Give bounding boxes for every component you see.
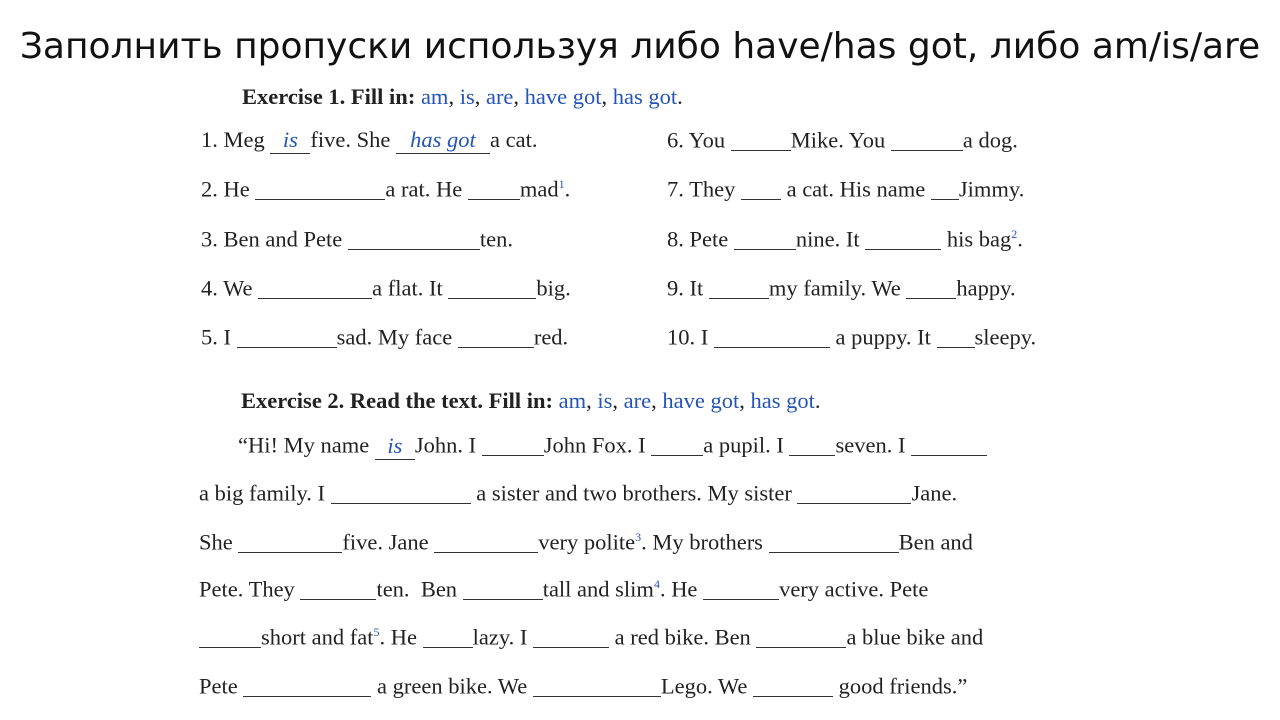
answer-blank[interactable] (238, 529, 342, 553)
footnote-mark: 2 (1011, 227, 1018, 241)
answer-blank[interactable] (709, 275, 769, 299)
answer-blank[interactable] (331, 480, 471, 504)
answer-blank[interactable] (448, 275, 536, 299)
answer-blank[interactable] (423, 624, 473, 648)
answer-blank[interactable] (769, 529, 899, 553)
answer-blank[interactable] (375, 433, 415, 460)
answer-blank[interactable] (714, 324, 830, 348)
ex1-sentence-4: 4. We a flat. It big. (201, 275, 571, 301)
ex1-sentence-7: 7. They a cat. His name Jimmy. (667, 176, 1025, 202)
word-bank-item: is (459, 84, 475, 109)
answer-blank[interactable] (348, 226, 480, 250)
exercise-2-title: Exercise 2. Read the text. Fill in: (241, 388, 554, 413)
answer-blank[interactable] (865, 226, 941, 250)
slide-title: Заполнить пропуски используя либо have/has got, либо am/is/are (19, 26, 1261, 67)
answer-blank[interactable] (731, 127, 791, 151)
ex2-line-3: She five. Jane very polite$^3$. My brothers Ben and (199, 529, 973, 555)
answer-blank[interactable] (300, 576, 376, 600)
word-bank-item: has got (750, 388, 815, 413)
answer-blank[interactable] (434, 529, 538, 553)
ex1-sentence-10: 10. I a puppy. It sleepy. (667, 324, 1037, 350)
answer-blank[interactable] (906, 275, 956, 299)
word-bank-item: are (623, 388, 652, 413)
answer-blank[interactable] (911, 432, 987, 456)
answer-blank[interactable] (243, 673, 371, 697)
word-bank-item: have got (524, 84, 602, 109)
ex1-sentence-3: 3. Ben and Pete ten. (201, 226, 513, 252)
sample-answer: is (387, 432, 403, 458)
word-bank-item: am (558, 388, 587, 413)
word-bank-item: are (485, 84, 514, 109)
footnote-mark: 1 (558, 177, 565, 191)
ex1-sentence-9: 9. It my family. We happy. (667, 275, 1016, 301)
word-bank-item: have got (662, 388, 740, 413)
answer-blank[interactable] (797, 480, 911, 504)
answer-blank[interactable] (255, 176, 385, 200)
word-bank-item: am (420, 84, 449, 109)
ex1-sentence-1: 1. Meg is five. She has got a cat. (201, 127, 538, 152)
answer-blank[interactable] (199, 624, 261, 648)
answer-blank[interactable] (533, 624, 609, 648)
answer-blank[interactable] (937, 324, 975, 348)
footnote-mark: 5 (373, 625, 380, 639)
answer-blank[interactable] (270, 127, 310, 154)
ex1-sentence-2: 2. He a rat. He mad$^1$. (201, 176, 571, 202)
answer-blank[interactable] (533, 673, 661, 697)
answer-blank[interactable] (258, 275, 372, 299)
answer-blank[interactable] (753, 673, 833, 697)
answer-blank[interactable] (741, 176, 781, 200)
sample-answer: has got (410, 127, 476, 152)
answer-blank[interactable] (931, 176, 959, 200)
ex1-sentence-8: 8. Pete nine. It his bag$^2$. (667, 226, 1023, 252)
answer-blank[interactable] (734, 226, 796, 250)
exercise-1-title: Exercise 1. Fill in: (242, 84, 416, 109)
answer-blank[interactable] (891, 127, 963, 151)
sample-answer: is (282, 127, 298, 152)
ex2-line-1: “Hi! My name is John. I John Fox. I a pupil. I seven. I (238, 432, 987, 460)
answer-blank[interactable] (463, 576, 543, 600)
word-bank-item: has got (612, 84, 678, 109)
footnote-mark: 4 (653, 577, 660, 591)
answer-blank[interactable] (468, 176, 520, 200)
ex1-sentence-5: 5. I sad. My face red. (201, 324, 569, 350)
exercise-1-heading: Exercise 1. Fill in: am, is, are, have got, has got. (242, 84, 683, 109)
answer-blank[interactable] (756, 624, 846, 648)
ex2-line-2: a big family. I a sister and two brothers. My sister Jane. (199, 480, 958, 506)
answer-blank[interactable] (396, 127, 490, 154)
answer-blank[interactable] (458, 324, 534, 348)
answer-blank[interactable] (482, 432, 544, 456)
answer-blank[interactable] (789, 432, 835, 456)
answer-blank[interactable] (237, 324, 337, 348)
word-bank-item: is (597, 388, 613, 413)
exercise-2-heading: Exercise 2. Read the text. Fill in: am, is, are, have got, has got. (241, 388, 821, 413)
ex1-sentence-6: 6. You Mike. You a dog. (667, 127, 1018, 153)
answer-blank[interactable] (703, 576, 779, 600)
ex2-line-4: Pete. They ten. Ben tall and slim$^4$. He very active. Pete (199, 576, 929, 602)
answer-blank[interactable] (651, 432, 703, 456)
ex2-line-5: short and fat$^5$. He lazy. I a red bike. Ben a blue bike and (199, 624, 983, 651)
ex2-line-6: Pete a green bike. We Lego. We good friends.” (199, 673, 968, 699)
footnote-mark: 3 (635, 530, 642, 544)
